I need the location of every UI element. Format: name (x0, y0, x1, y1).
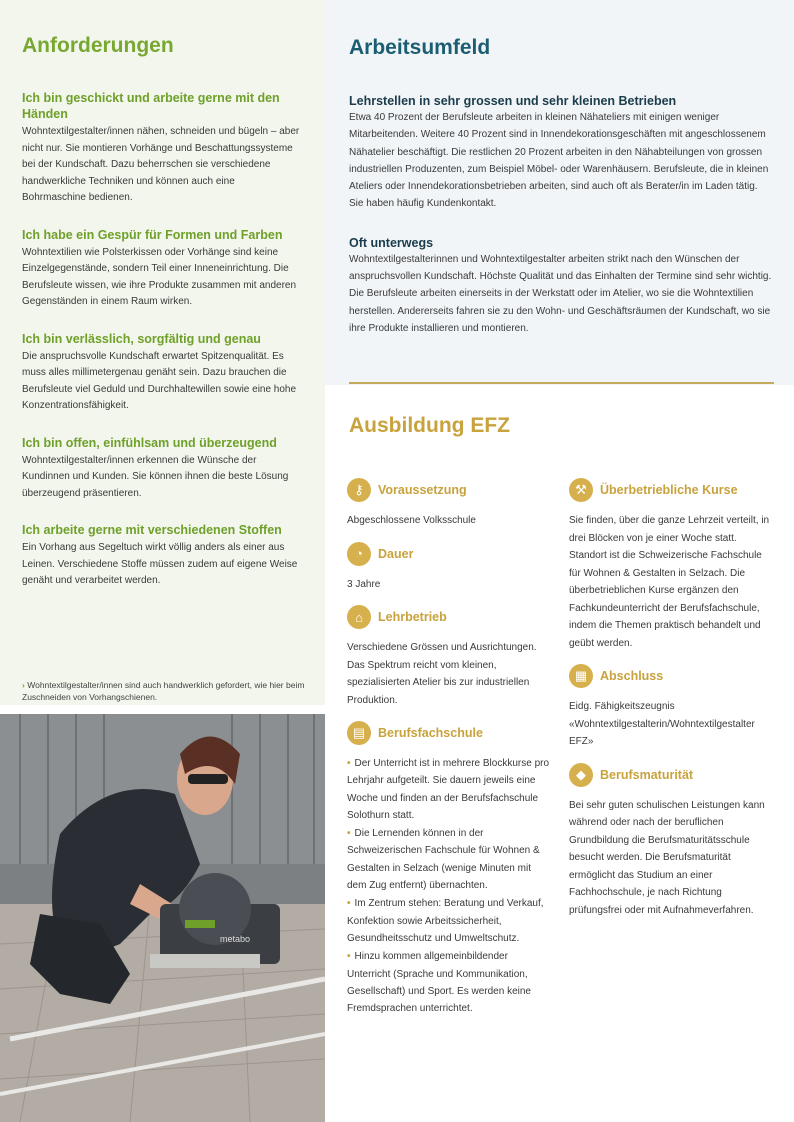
arbeitsumfeld-heading: Lehrstellen in sehr grossen und sehr kleinen Betrieben (349, 94, 677, 108)
key-icon: ⚷ (347, 478, 371, 502)
anforderungen-section (0, 0, 325, 705)
requirement-text: Wohntextilien wie Polsterkissen oder Vorhänge sind keine Einzelgegenstände, sondern Teil einer Inneneinrichtung. Die Berufsleute wissen, wie ihre Produkte zusammen mit anderen Gegenständen in einem Raum wirken. (22, 246, 297, 307)
arbeitsumfeld-text: Etwa 40 Prozent der Berufsleute arbeiten in kleinen Nähateliers mit einigen weniger Mitarbeitenden. Weitere 40 Prozent sind in Innendekorationsgeschäften mit angeschlossenem Nähatelier beschäftigt. Die restlichen 20 Prozent arbeiten in den Nähabteilungen von grossen industriellen Produzenten, zum Beispiel Möbel- oder Warenhäusern. Berufsleute, die in kleinen Ateliers oder Innendekorationsbetrieben arbeiten, sind auch oft als Berater/in im Laden tätig. Sie haben häufig Kundenkontakt. (349, 112, 769, 210)
ausbildung-text: 3 Jahre (347, 578, 381, 590)
anforderungen-title: Anforderungen (22, 34, 174, 57)
ausbildung-text: Abgeschlossene Volksschule (347, 515, 476, 526)
ausbildung-item-lehrbetrieb (347, 605, 552, 709)
ausbildung-heading: Voraussetzung (378, 483, 467, 497)
ausbildung-item-voraussetzung (347, 478, 552, 530)
arbeitsumfeld-block (349, 93, 774, 213)
requirement-block (22, 331, 301, 415)
requirement-block (22, 522, 301, 590)
ausbildung-column-left (347, 478, 552, 1029)
requirement-heading: Ich habe ein Gespür für Formen und Farben (22, 227, 283, 242)
ausbildung-item-berufsmaturitaet (569, 763, 774, 920)
requirement-text: Ein Vorhang aus Segeltuch wirkt völlig anders als einer aus Leinen. Verschiedene Stoffe müssen zudem auf eigene Weise genäht und verarbeitet werden. (22, 542, 298, 586)
requirement-heading: Ich bin offen, einfühlsam und überzeugend (22, 435, 277, 450)
graduation-cap-icon: ◆ (569, 763, 593, 787)
ausbildung-heading: Berufsmaturität (600, 767, 694, 782)
arbeitsumfeld-block (349, 235, 774, 337)
ausbildung-title: Ausbildung EFZ (349, 414, 510, 437)
list-item: • Der Unterricht ist in mehrere Blockkurse pro Lehrjahr aufgeteilt. Sie dauern jeweils eine Woche und finden an der Berufsfachschule Solothurn statt. (347, 758, 550, 821)
ausbildung-heading: Überbetriebliche Kurse (600, 483, 738, 497)
requirement-heading: Ich bin geschickt und arbeite gerne mit den Händen (22, 91, 280, 121)
requirement-block (22, 90, 301, 207)
arbeitsumfeld-heading: Oft unterwegs (349, 235, 434, 250)
factory-icon: ⌂ (347, 605, 371, 629)
ausbildung-text: Eidg. Fähigkeitszeugnis «Wohntextilgestalterin/Wohntextilgestalter EFZ» (569, 701, 755, 747)
arbeitsumfeld-section (325, 0, 794, 385)
requirement-text: Die anspruchsvolle Kundschaft erwartet Spitzenqualität. Es muss alles millimetergenau genäht sein. Dazu brauchen die Berufsleute viel Geduld und Durchhaltewillen sowie eine hohe Konzentrationsfähigkeit. (22, 350, 297, 411)
ausbildung-heading: Dauer (378, 546, 414, 561)
ausbildung-item-dauer (347, 542, 552, 594)
ausbildung-text: Bei sehr guten schulischen Leistungen kann während oder nach der beruflichen Grundbildung die Berufsmaturitätsschule besucht werden. Die Berufsmaturität ermöglicht das Studium an einer Fachhochschule, je nach Richtung prüfungsfrei oder mit Aufnahmeverfahren. (569, 799, 765, 916)
hammer-icon: ⚒ (569, 478, 593, 502)
photo-caption (22, 680, 307, 703)
list-item: • Hinzu kommen allgemeinbildender Unterricht (Sprache und Kommunikation, Gesellschaft) und Sport. Es werden keine Fremdsprachen unterrichtet. (347, 951, 531, 1015)
ausbildung-heading: Berufsfachschule (378, 726, 483, 740)
requirement-block (22, 435, 301, 503)
arbeitsumfeld-text: Wohntextilgestalterinnen und Wohntextilgestalter arbeiten strikt nach den Wünschen der anspruchsvollen Kundschaft. Höchste Qualität und das Einhalten der Termine sind sehr wichtig. Die Berufsleute arbeiten einerseits in der Werkstatt oder im Atelier, wo sie die Wohntextilien herstellen. Andererseits fahren sie zu den Wohn- und Geschäftsräumen der Kundschaft, wo sie ihre Produkte installieren und montieren. (349, 253, 772, 334)
worker-photo (0, 714, 325, 1122)
berufsfachschule-list (347, 755, 552, 1017)
list-item: • Im Zentrum stehen: Beratung und Verkauf, Konfektion sowie Arbeitssicherheit, Gesundheitsschutz und Umweltschutz. (347, 898, 544, 944)
ausbildung-item-berufsfachschule (347, 721, 552, 1017)
ausbildung-column-right (569, 478, 774, 931)
requirement-heading: Ich arbeite gerne mit verschiedenen Stoffen (22, 523, 282, 537)
certificate-icon: ▦ (569, 664, 593, 688)
school-icon: ▤ (347, 721, 371, 745)
arbeitsumfeld-title: Arbeitsumfeld (349, 36, 491, 59)
caption-text: Wohntextilgestalter/innen sind auch handwerklich gefordert, wie hier beim Zuschneiden von Vorhangschienen. (22, 680, 305, 702)
section-divider (349, 382, 774, 384)
ausbildung-text: Verschiedene Grössen und Ausrichtungen. Das Spektrum reicht vom kleinen, spezialisierten Atelier bis zur industriellen Produktion. (347, 642, 537, 706)
caption-arrow-icon: › (22, 680, 25, 690)
list-item: • Die Lernenden können in der Schweizerischen Fachschule für Wohnen & Gestalten in Selzach (wenige Minuten mit dem Zug entfernt) übernachten. (347, 828, 540, 892)
ausbildung-item-abschluss (569, 664, 774, 751)
worker-illustration (0, 714, 325, 1122)
ausbildung-item-kurse (569, 478, 774, 652)
saw-brand-label: metabo (220, 934, 251, 944)
requirement-text: Wohntextilgestalter/innen erkennen die Wünsche der Kundinnen und Kunden. Sie können ihnen die beste Lösung überzeugend präsentieren. (22, 454, 289, 499)
ausbildung-text: Sie finden, über die ganze Lehrzeit verteilt, in drei Blöcken von je einer Woche statt. Standort ist die Schweizerische Fachschule für Wohnen & Gestalten in Selzach. Die überbetrieblichen Kurse ergänzen den Fachkundeunterricht der Berufsfachschule, indem die Themen praktisch behandelt und geübt werden. (569, 515, 770, 649)
ausbildung-heading: Lehrbetrieb (378, 610, 447, 624)
ausbildung-heading: Abschluss (600, 669, 664, 683)
stopwatch-icon: ◔ (347, 542, 371, 566)
requirement-block (22, 227, 301, 311)
requirement-heading: Ich bin verlässlich, sorgfältig und genau (22, 331, 261, 346)
requirement-text: Wohntextilgestalter/innen nähen, schneiden und bügeln – aber nicht nur. Sie montieren Vorhänge und Beschattungssysteme bei der Kundschaft. Dazu beherrschen sie verschiedene handwerkliche Techniken und können auch eine Bohrmaschine bedienen. (22, 126, 300, 203)
